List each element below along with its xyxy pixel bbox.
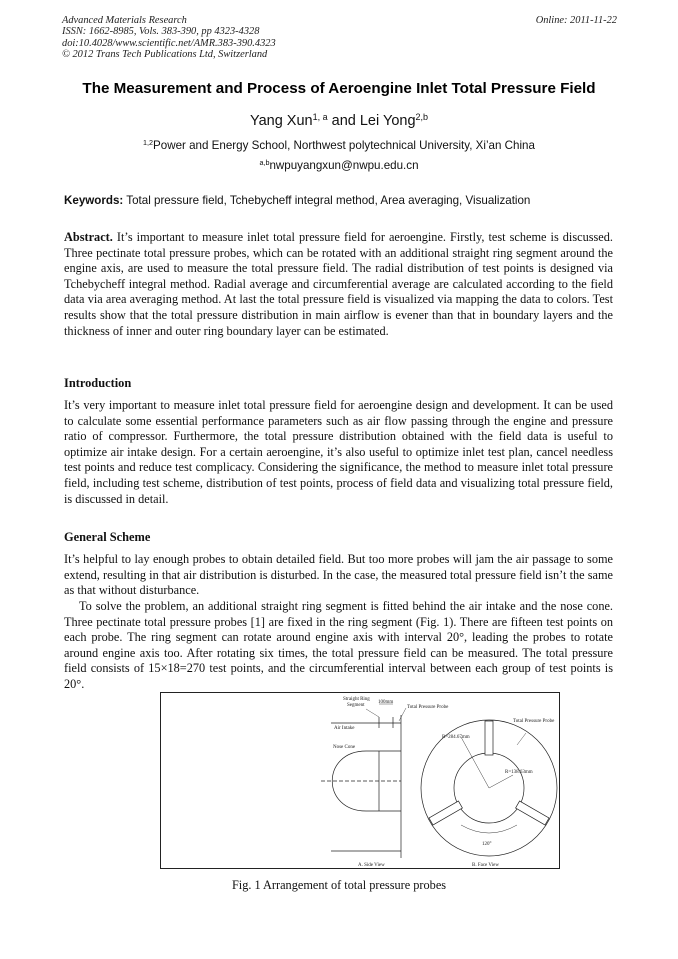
- label-face-view: B. Face View: [472, 863, 499, 868]
- label-side-view: A. Side View: [358, 863, 385, 868]
- journal-name: Advanced Materials Research: [62, 15, 187, 26]
- email-address: nwpuyangxun@nwpu.edu.cn: [269, 159, 419, 172]
- probe-lower-left: [429, 801, 462, 825]
- general-scheme-paragraph-1: It’s helpful to lay enough probes to obtain detailed field. But too more probes will jam the air passage to some extend, resulting in that air distribution is disturbed. In the case, the measured total pressure field isn’t the same as that without disturbance.: [64, 552, 613, 598]
- email-sup: a,b: [259, 158, 270, 168]
- abstract-text: It’s important to measure inlet total pressure field for aeroengine. Firstly, test scheme is discussed. Three pectinate total pressure probes, which can be rotated with an additional straight ring segment around the engine axis, are used to measure the total pressure field. The radial distribution of test points is designed via Tchebycheff integral method. Radial average and circumferential average are calculated according to the field data via area averaging method. At last the total pressure field is visualized via mapping the data to colors. Test results show that the total pressure distribution in main airflow is evener than that in boundary layers and the thickness of inner and outer ring boundary layer can be estimated.: [64, 230, 613, 338]
- probe-top: [485, 721, 493, 755]
- general-scheme-paragraph-2: To solve the problem, an additional straight ring segment is fitted behind the air intake and the nose cone. Three pectinate total pressure probes [1] are fixed in the ring segment (Fig. 1). There are fifteen test points on each probe. The ring segment can rotate around engine axis with interval 20°, leading the probes to rotate around engine axis too. After rotating six times, the total pressure field can be measured. The total pressure field consists of 15×18=270 test points, and the circumferential interval between each group of test points is 20°.: [64, 599, 613, 691]
- label-segment: Segment: [347, 703, 365, 708]
- figure-caption: Fig. 1 Arrangement of total pressure probes: [231, 878, 447, 892]
- probe-lower-right: [516, 801, 549, 825]
- author-line: [40, 113, 638, 129]
- paper-title: The Measurement and Process of Aeroengine Inlet Total Pressure Field: [82, 80, 596, 97]
- introduction-heading: Introduction: [64, 376, 132, 390]
- label-probe-face: Total Pressure Probe: [513, 719, 555, 724]
- affiliation-sup: 1,2: [143, 138, 154, 148]
- label-air-intake: Air Intake: [334, 726, 355, 731]
- keywords-label: Keywords:: [64, 194, 124, 207]
- label-100mm: 100mm: [378, 700, 394, 705]
- author-and: and: [327, 113, 360, 129]
- label-angle: 120°: [482, 842, 492, 847]
- copyright-line: © 2012 Trans Tech Publications Ltd, Switzerland: [62, 48, 268, 60]
- doi-line: doi:10.4028/www.scientific.net/AMR.383-390.4323: [62, 37, 276, 49]
- affiliation: [40, 139, 638, 152]
- probe-leader-side: [399, 708, 406, 721]
- abstract-label: Abstract.: [64, 230, 113, 244]
- author-1-sup: 1, a: [312, 112, 328, 123]
- label-nose-cone: Nose Cone: [333, 745, 356, 750]
- angle-arc: [461, 825, 517, 833]
- probe-leader-face: [517, 733, 526, 745]
- label-r-inner: R=138.63mm: [505, 770, 533, 775]
- introduction-paragraph: It’s very important to measure inlet total pressure field for aeroengine design and development. It can be used to calculate some essential performance parameters such as air flow passing through the engine and pressure ratio of compressor. Furthermore, the total pressure distribution obtained with the field data is useful to optimize air intake design. For a certain aeroengine, it’s also useful to optimize inlet test plan, cancel needless test points and reduce test complicacy. Considering the significance, the method to measure inlet total pressure field, including test scheme, distribution of test points, process of field data and visualizing total pressure field, is discussed in detail.: [64, 398, 613, 506]
- label-probe-side: Total Pressure Probe: [407, 705, 449, 710]
- inner-radius-line: [489, 775, 513, 788]
- author-1: Yang Xun: [249, 113, 313, 129]
- ring-leader: [366, 709, 379, 717]
- label-straight-ring: Straight Ring: [343, 697, 370, 702]
- issn-line: ISSN: 1662-8985, Vols. 383-390, pp 4323-4328: [62, 26, 260, 38]
- online-date: Online: 2011-11-22: [535, 15, 617, 26]
- abstract: [64, 230, 613, 339]
- journal-header: [62, 15, 617, 60]
- figure-1: [160, 692, 560, 869]
- author-2-sup: 2,b: [415, 112, 429, 123]
- keywords: [64, 194, 624, 207]
- affiliation-text: Power and Energy School, Northwest polytechnical University, Xi’an China: [153, 139, 535, 152]
- email-line: [40, 159, 638, 172]
- label-r-outer: R=284.67mm: [442, 735, 470, 740]
- figure-1-drawing: [161, 693, 561, 870]
- author-2: Lei Yong: [359, 113, 416, 129]
- keywords-text: Total pressure field, Tchebycheff integral method, Area averaging, Visualization: [123, 194, 531, 207]
- general-scheme-heading: General Scheme: [64, 530, 151, 544]
